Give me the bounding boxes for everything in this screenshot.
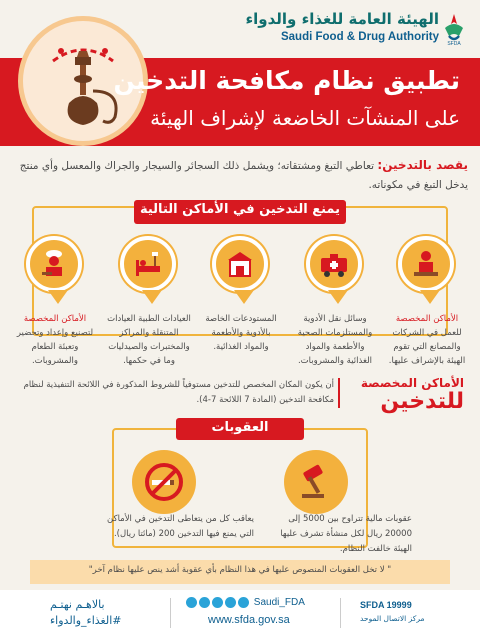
call-center-label: مركز الاتصال الموحد bbox=[360, 614, 425, 623]
place-text-1 bbox=[384, 312, 470, 368]
smoking-definition bbox=[12, 156, 468, 195]
delivery-vehicle-icon bbox=[306, 236, 362, 292]
snapchat-icon[interactable] bbox=[212, 597, 223, 608]
place-text-3 bbox=[198, 312, 284, 354]
place-text-2 bbox=[292, 312, 378, 368]
designated-heading-small: الأماكن المخصصة bbox=[360, 376, 464, 390]
social-handles[interactable] bbox=[186, 597, 305, 608]
place-text-4 bbox=[106, 312, 192, 368]
facebook-icon[interactable] bbox=[238, 597, 249, 608]
designated-heading-big: للتدخين bbox=[380, 389, 464, 414]
twitter-icon[interactable] bbox=[186, 597, 197, 608]
instagram-icon[interactable] bbox=[199, 597, 210, 608]
place-body-5: لتصنيع وإعداد وتحضير وتعبئة الطعام والمشروبات. bbox=[16, 328, 94, 366]
gavel-icon bbox=[284, 450, 348, 514]
definition-label: يقصد بالتدخين: bbox=[377, 158, 468, 172]
sfda-logo bbox=[245, 10, 467, 50]
penalties-note: " لا تخل العقوبات المنصوص عليها في هذا النظام بأي عقوبة أشد ينص عليها نظام آخر" bbox=[88, 565, 392, 575]
factory-worker-icon bbox=[398, 236, 454, 292]
footer-hashtag[interactable]: #الغذاء_والدواء bbox=[50, 614, 122, 627]
main-subtitle: على المنشآت الخاضعة لإشراف الهيئة bbox=[150, 106, 460, 130]
sfda-call-number[interactable]: SFDA 19999 bbox=[360, 600, 412, 610]
place-body-3: المستودعات الخاصة بالأدوية والأطعمة والمواد الغذائية. bbox=[205, 314, 277, 352]
logo-english-text: Saudi Food & Drug Authority bbox=[280, 31, 439, 43]
social-handle-text[interactable]: Saudi_FDA bbox=[253, 597, 305, 609]
chef-icon bbox=[26, 236, 82, 292]
youtube-icon[interactable] bbox=[225, 597, 236, 608]
footer-divider bbox=[170, 598, 171, 628]
footer-slogan: بالاهـم نهتـم bbox=[50, 598, 105, 611]
penalty-individual-text: يعاقب كل من يتعاطى التدخين في الأماكن التي يمنع فيها التدخين 200 (مائتا ريال). bbox=[107, 514, 254, 539]
place-head-5: الأماكن المخصصة bbox=[23, 314, 87, 324]
logo-arabic-text: الهيئة العامة للغذاء والدواء bbox=[245, 10, 439, 28]
footer-divider-2 bbox=[340, 598, 341, 628]
main-title: تطبيق نظام مكافحة التدخين bbox=[113, 66, 460, 95]
website-link[interactable]: www.sfda.gov.sa bbox=[208, 614, 290, 626]
penalties-title: العقوبات bbox=[211, 420, 269, 435]
logo-icon-text: SFDA bbox=[447, 41, 461, 46]
warehouse-icon bbox=[212, 236, 268, 292]
place-body-2: وسائل نقل الأدوية والمستلزمات الصحية والأطعمة والمواد الغذائية والمشروبات. bbox=[297, 314, 373, 366]
place-body-4: العيادات الطبية العيادات المتنقلة والمراكز والمختبرات والصيدليات وما في حكمها. bbox=[107, 314, 191, 366]
definition-text: تعاطي التبغ ومشتقاته؛ ويشمل ذلك السجائر والسيجار والجراك والمعسل وأي منتج يدخل التبغ في مكوناته. bbox=[19, 160, 468, 191]
designated-text: أن يكون المكان المخصص للتدخين مستوفياً للشروط المذكورة في اللائحة التنفيذية لنظام مكافحة التدخين (المادة 7 اللائحة 7-4). bbox=[20, 378, 340, 408]
hospital-bed-icon bbox=[120, 236, 176, 292]
place-body-1: للعمل في الشركات والمصانع التي تقوم الهيئة بالإشراف عليها. bbox=[388, 328, 466, 366]
sfda-emblem-icon bbox=[441, 12, 467, 46]
places-title: يمنع التدخين في الأماكن التالية bbox=[139, 202, 340, 217]
penalty-establishment-text: عقوبات مالية تتراوح بين 5000 إلى 20000 ريال لكل منشأة تشرف عليها الهيئة خالفت النظام. bbox=[280, 514, 412, 554]
no-smoking-icon bbox=[132, 450, 196, 514]
place-text-5 bbox=[12, 312, 98, 368]
place-head-1: الأماكن المخصصة bbox=[395, 314, 459, 324]
